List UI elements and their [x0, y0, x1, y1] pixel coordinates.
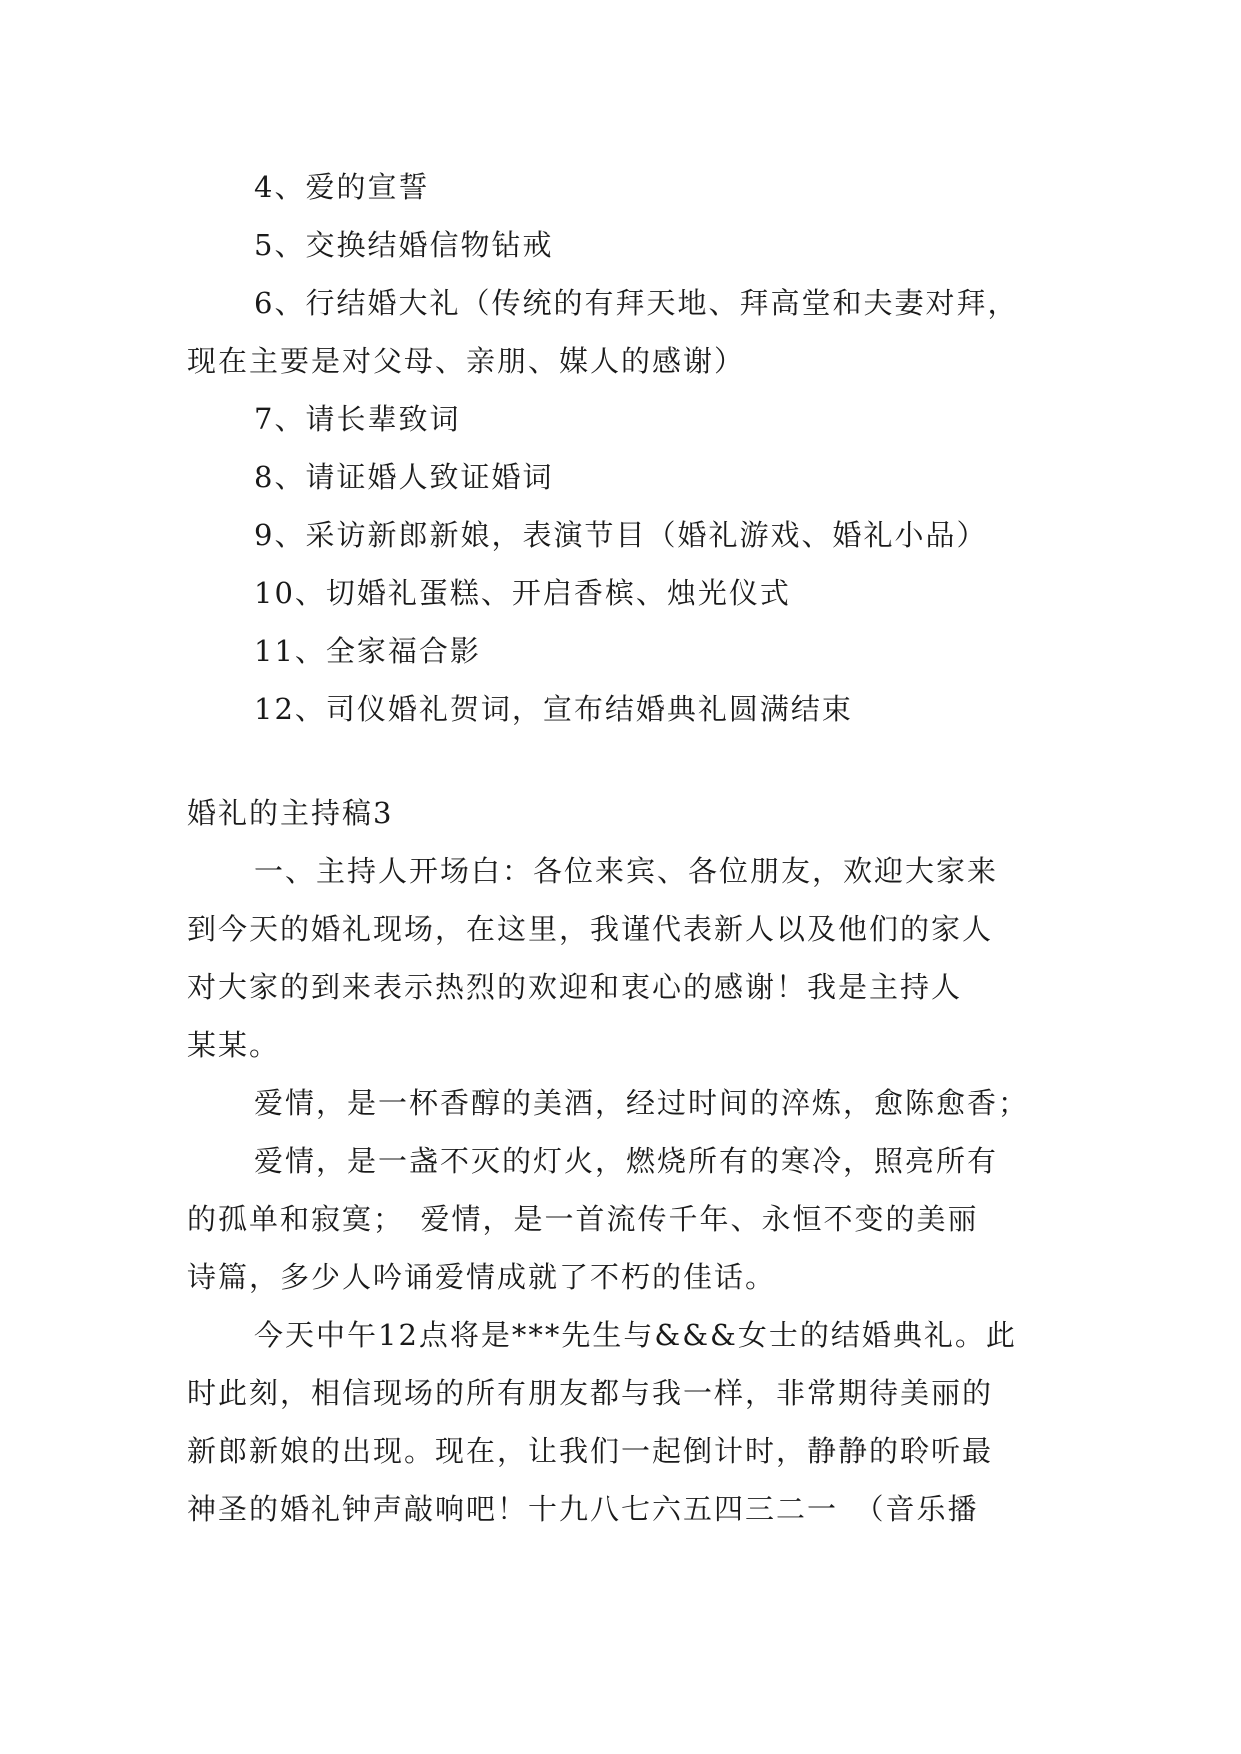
paragraph-love-line: 爱情，是一盏不灭的灯火，燃烧所有的寒冷，照亮所有 [254, 1144, 999, 1178]
paragraph-countdown-line: 时此刻，相信现场的所有朋友都与我一样，非常期待美丽的 [187, 1376, 994, 1410]
list-item-elder-speech: 7、请长辈致词 [254, 402, 461, 436]
list-item-vow: 4、爱的宣誓 [254, 170, 430, 204]
document-body [187, 158, 1057, 1538]
list-item-interview: 9、采访新郎新娘，表演节目（婚礼游戏、婚礼小品） [254, 518, 988, 552]
list-item-wedding-rite: 6、行结婚大礼（传统的有拜天地、拜高堂和夫妻对拜， [254, 286, 1019, 320]
list-item-ring-exchange: 5、交换结婚信物钻戒 [254, 228, 554, 262]
paragraph-countdown-line: 今天中午12点将是***先生与&&&女士的结婚典礼。此 [254, 1318, 1017, 1352]
paragraph-love-line: 爱情，是一杯香醇的美酒，经过时间的淬炼，愈陈愈香； [254, 1086, 1030, 1120]
paragraph-opening-line: 一、主持人开场白：各位来宾、各位朋友，欢迎大家来 [254, 854, 999, 888]
list-item-cake-ceremony: 10、切婚礼蛋糕、开启香槟、烛光仪式 [254, 576, 791, 610]
paragraph-opening-line: 某某。 [187, 1028, 281, 1062]
paragraph-opening-line: 到今天的婚礼现场，在这里，我谨代表新人以及他们的家人 [187, 912, 994, 946]
list-item-witness-speech: 8、请证婚人致证婚词 [254, 460, 554, 494]
paragraph-opening-line: 对大家的到来表示热烈的欢迎和衷心的感谢！我是主持人 [187, 970, 963, 1004]
paragraph-countdown-line: 神圣的婚礼钟声敲响吧！十九八七六五四三二一 （音乐播 [187, 1492, 979, 1526]
paragraph-love-line: 的孤单和寂寞； 爱情，是一首流传千年、永恒不变的美丽 [187, 1202, 979, 1236]
list-item-closing: 12、司仪婚礼贺词，宣布结婚典礼圆满结束 [254, 692, 853, 726]
paragraph-countdown-line: 新郎新娘的出现。现在，让我们一起倒计时，静静的聆听最 [187, 1434, 994, 1468]
section-heading: 婚礼的主持稿3 [187, 796, 394, 830]
list-item-wedding-rite-continued: 现在主要是对父母、亲朋、媒人的感谢） [187, 344, 746, 378]
list-item-family-photo: 11、全家福合影 [254, 634, 481, 668]
paragraph-love-line: 诗篇，多少人吟诵爱情成就了不朽的佳话。 [187, 1260, 777, 1294]
